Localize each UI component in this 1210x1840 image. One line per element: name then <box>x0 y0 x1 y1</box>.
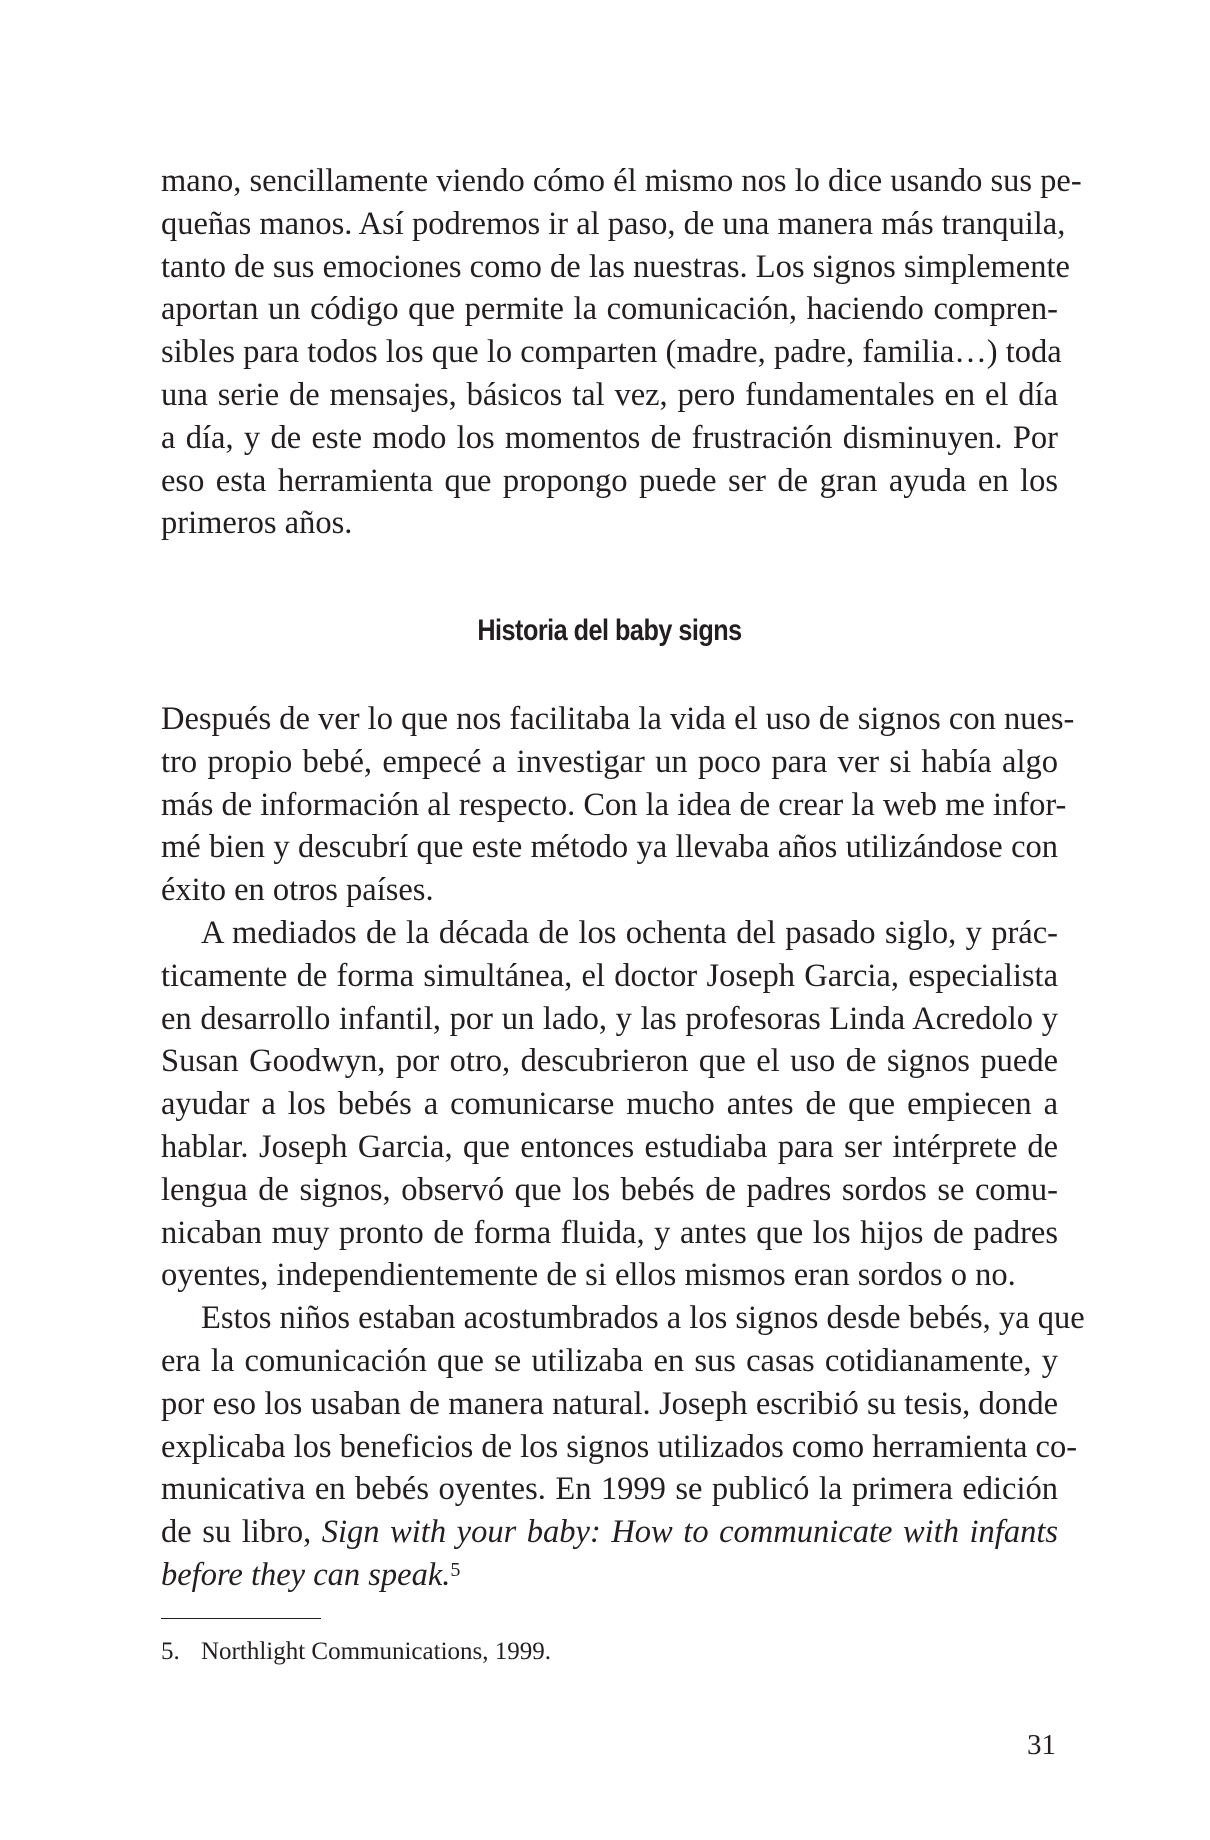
text-line: en desarrollo infantil, por un lado, y las profesoras Linda Acredolo y <box>161 1000 1058 1037</box>
text-line <box>161 1554 1058 1597</box>
footnote-divider <box>161 1618 321 1619</box>
footnote-number: 5. <box>161 1638 180 1665</box>
book-title: Sign with your baby: How to communicate with infants <box>321 1514 1058 1551</box>
text-line: ayudar a los bebés a comunicarse mucho antes de que empiecen a <box>161 1086 1058 1123</box>
text-line: mé bien y descubrí que este método ya llevaba años utilizándose con <box>161 829 1058 866</box>
section-heading: Historia del baby signs <box>477 614 742 647</box>
text-segment: de su libro, <box>161 1514 312 1551</box>
footnote-reference: 5 <box>450 1558 461 1581</box>
text-line: Después de ver lo que nos facilitaba la vida el uso de signos con nues- <box>161 701 1075 737</box>
text-line: oyentes, independientemente de si ellos mismos eran sordos o no. <box>161 1257 1016 1294</box>
intro-paragraph <box>161 160 1082 545</box>
text-line: sibles para todos los que lo comparten (madre, padre, familia…) toda <box>161 334 1062 371</box>
text-line: Susan Goodwyn, por otro, descubrieron que el uso de signos puede <box>161 1043 1058 1080</box>
text-line: explicaba los beneficios de los signos utilizados como herramienta co- <box>161 1428 1078 1465</box>
footnote-text: Northlight Communications, 1999. <box>201 1638 551 1665</box>
text-line: Estos niños estaban acostumbrados a los signos desde bebés, ya que <box>201 1300 1085 1337</box>
text-line: más de información al respecto. Con la idea de crear la web me infor- <box>161 786 1067 823</box>
page-number: 31 <box>1027 1729 1056 1761</box>
text-line: era la comunicación que se utilizaba en sus casas cotidianamente, y <box>161 1342 1058 1379</box>
text-line: tro propio bebé, empecé a investigar un poco para ver si había algo <box>161 743 1058 780</box>
text-line <box>161 1511 1058 1554</box>
footnote <box>161 1636 551 1668</box>
text-line: éxito en otros países. <box>161 872 434 909</box>
text-line: nicaban muy pronto de forma fluida, y antes que los hijos de padres <box>161 1214 1058 1251</box>
text-line: tanto de sus emociones como de las nuestras. Los signos simplemente <box>161 248 1070 285</box>
text-line: municativa en bebés oyentes. En 1999 se publicó la primera edición <box>161 1471 1058 1508</box>
paragraph-2 <box>161 912 1058 1297</box>
text-line: A mediados de la década de los ochenta del pasado siglo, y prác- <box>201 914 1058 951</box>
text-line: ticamente de forma simultánea, el doctor Joseph Garcia, especialista <box>161 957 1058 994</box>
text-line: una serie de mensajes, básicos tal vez, pero fundamentales en el día <box>161 376 1058 413</box>
text-line: aportan un código que permite la comunicación, haciendo compren- <box>161 291 1058 328</box>
text-line: lengua de signos, observó que los bebés de padres sordos se comu- <box>161 1171 1058 1208</box>
text-line: primeros años. <box>161 505 353 542</box>
paragraph-3 <box>161 1297 1085 1597</box>
text-line: hablar. Joseph Garcia, que entonces estudiaba para ser intérprete de <box>161 1128 1058 1165</box>
text-line: mano, sencillamente viendo cómo él mismo nos lo dice usando sus pe- <box>161 163 1082 199</box>
text-line: por eso los usaban de manera natural. Joseph escribió su tesis, donde <box>161 1385 1058 1422</box>
text-line: eso esta herramienta que propongo puede ser de gran ayuda en los <box>161 462 1058 499</box>
book-title-continued: before they can speak. <box>161 1556 451 1593</box>
paragraph-1 <box>161 698 1075 912</box>
text-line: queñas manos. Así podremos ir al paso, de una manera más tranquila, <box>161 205 1066 242</box>
main-text <box>161 698 1085 1597</box>
text-line: a día, y de este modo los momentos de frustración disminuyen. Por <box>161 419 1058 456</box>
